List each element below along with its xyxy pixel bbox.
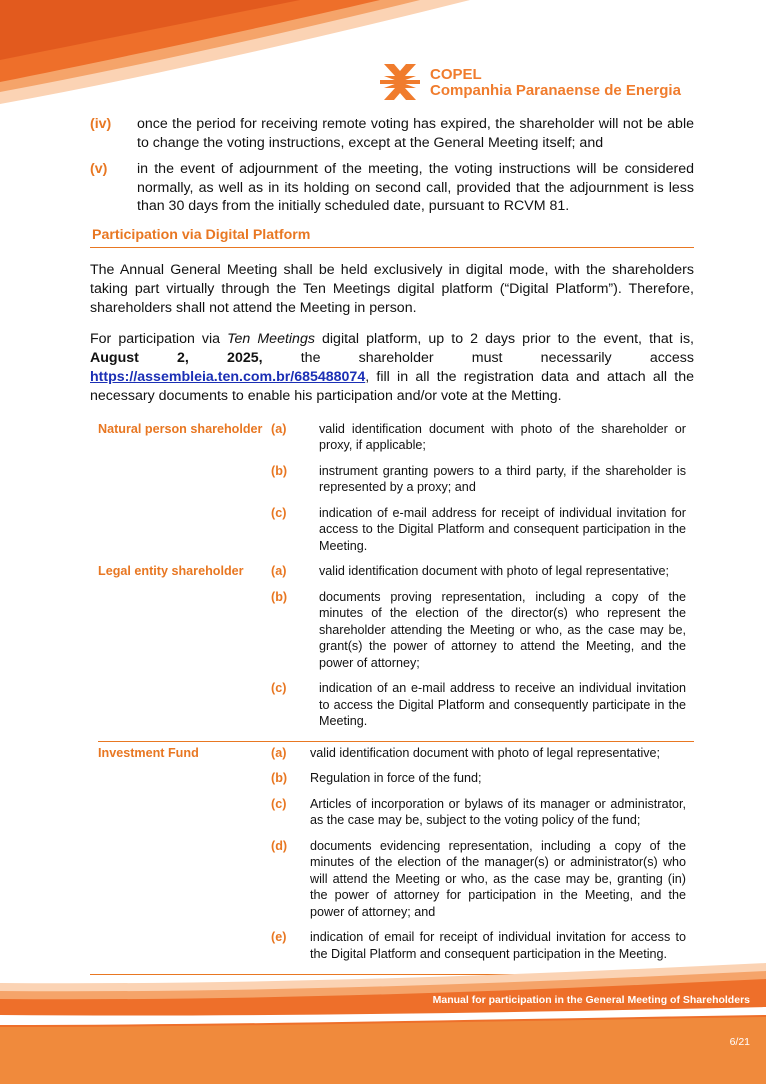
para-text: , fill in all the registration data and attach all the necessary documents to enable his participation and/or vote at the Metting. [90, 368, 694, 404]
registration-link[interactable]: https://assembleia.ten.com.br/685488074 [90, 368, 366, 385]
paragraph-digital-mode: The Annual General Meeting shall be held exclusively in digital mode, with the shareholders taking part virtually through the Ten Meetings digital platform (“Digital Platform”). Therefore, shareholders shall not attend the Meeting in person. [90, 261, 694, 316]
item-number: (iv) [90, 116, 112, 132]
list-item [90, 115, 694, 152]
requirement-item [271, 742, 694, 762]
requirement-text: instrument granting powers to a third party, if the shareholder is represented by a proxy; and [319, 463, 686, 494]
requirement-item [271, 418, 694, 454]
requirement-item [271, 460, 694, 496]
requirement-item [271, 793, 694, 829]
requirement-label: Investment Fund [98, 745, 199, 760]
requirement-text: indication of email for receipt of individual invitation for access to the Digital Platform and consequent participation in the Meeting. [310, 930, 686, 961]
requirement-letter: (a) [271, 421, 287, 436]
requirement-letter: (e) [271, 930, 287, 944]
requirement-letter: (a) [271, 564, 287, 578]
para-text: For participation via [90, 330, 228, 347]
requirement-text: valid identification document with photo of legal representative; [310, 745, 661, 760]
logo-subtitle: Companhia Paranaense de Energia [430, 82, 681, 99]
requirement-item [271, 767, 694, 787]
list-item [90, 160, 694, 216]
requirement-text: Articles of incorporation or bylaws of its manager or administrator, as the case may be, subject to the voting policy of the fund; [310, 796, 686, 827]
requirement-letter: (c) [271, 505, 287, 520]
requirement-text: Regulation in force of the fund; [310, 771, 482, 785]
requirement-item [271, 835, 694, 921]
requirement-letter: (a) [271, 745, 287, 760]
requirement-text: indication of e-mail address for receipt of individual invitation for access to the Digital Platform and consequent participation in the Meeting. [319, 505, 686, 553]
requirements-investment-fund [98, 741, 694, 969]
requirement-text: valid identification document with photo of legal representative; [319, 564, 670, 578]
logo-name: COPEL [430, 66, 482, 83]
para-text: the shareholder must necessarily access [262, 349, 694, 366]
requirement-text: valid identification document with photo of the shareholder or proxy, if applicable; [319, 421, 686, 452]
footer-title: Manual for participation in the General Meeting of Shareholders [432, 994, 750, 1006]
page-number: 6/21 [729, 1036, 750, 1048]
requirement-text: indication of an e-mail address to receive an individual invitation to access the Digital Platform and consequently participate in the Meeting. [319, 681, 686, 728]
requirement-item [271, 586, 694, 672]
requirement-letter: (b) [271, 463, 288, 478]
requirements-legal-entity [98, 560, 694, 736]
item-text: once the period for receiving remote voting has expired, the shareholder will not be able to change the voting instructions, except at the General Meeting itself; and [137, 116, 694, 151]
requirement-label: Natural person shareholder [98, 421, 263, 436]
requirement-letter: (b) [271, 771, 288, 785]
requirement-label: Legal entity shareholder [98, 564, 244, 578]
paragraph-participation [90, 330, 694, 406]
requirement-text: documents proving representation, including a copy of the minutes of the election of the director(s) who represent the shareholder attending the Meeting or who, as the case may be, grant(s) the power of attorney to attend the Meeting, and the power of attorney; [319, 589, 686, 670]
deadline-date: August 2, 2025, [90, 349, 263, 366]
platform-name: Ten Meetings [227, 330, 315, 347]
requirement-letter: (d) [271, 838, 288, 853]
requirement-text: documents evidencing representation, including a copy of the minutes of the election of the manager(s) or administrator(s) who will attend the Meeting or who, as the case may be, granting (in) the power of attorney for participation in the Meeting, and the power of attorney; and [310, 838, 686, 919]
requirement-item [271, 677, 694, 730]
footer-orange-swoosh [0, 955, 766, 1084]
requirement-letter: (c) [271, 681, 287, 695]
requirement-item [271, 560, 694, 580]
requirement-letter: (b) [271, 589, 288, 604]
item-number: (v) [90, 161, 108, 177]
copel-logo-icon [380, 62, 420, 102]
requirement-letter: (c) [271, 796, 287, 811]
section-heading: Participation via Digital Platform [90, 224, 694, 248]
item-text: in the event of adjournment of the meeting, the voting instructions will be considered normally, as well as in its holding on second call, provided that the adjournment is less than 30 days from the initially scheduled date, pursuant to RCVM 81. [137, 161, 694, 214]
para-text: digital platform, up to 2 days prior to the event, that is, [314, 330, 694, 347]
requirements-natural-person [98, 418, 694, 561]
page-content [90, 115, 694, 975]
requirement-item [271, 502, 694, 555]
